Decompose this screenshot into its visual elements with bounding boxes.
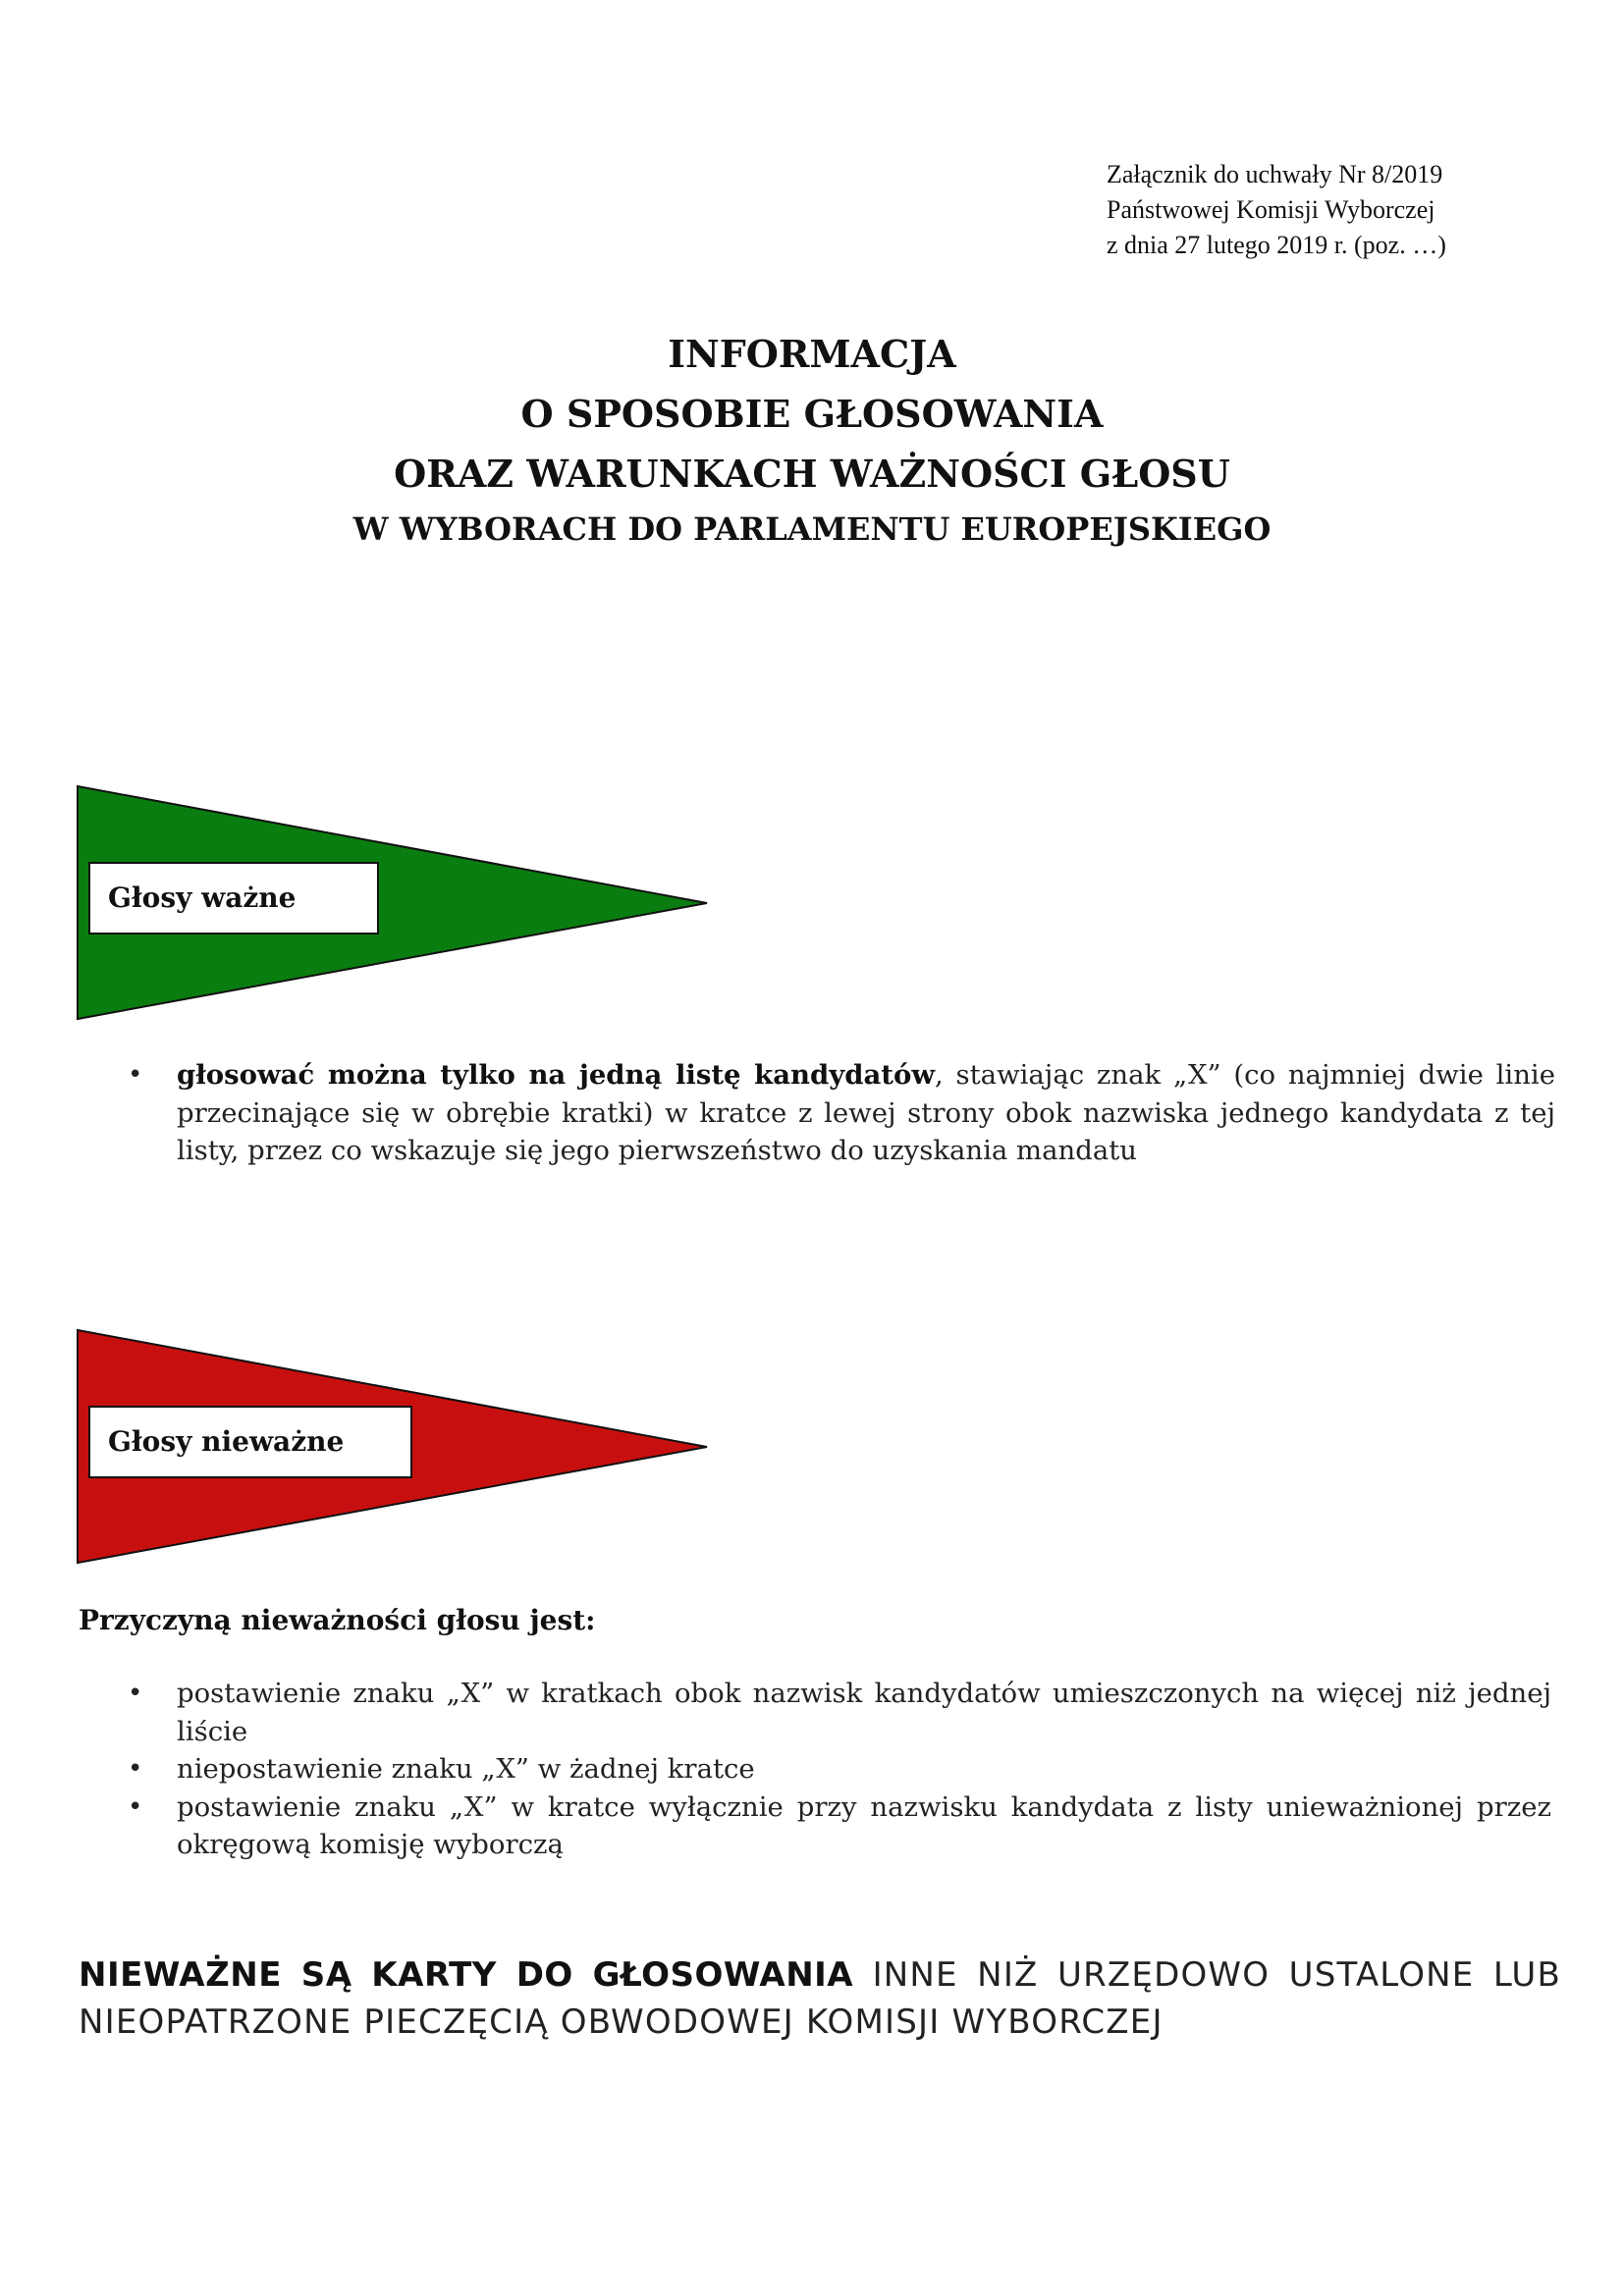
invalid-votes-pennant (77, 1329, 715, 1565)
title-line: O SPOSOBIE GŁOSOWANIA (520, 392, 1104, 436)
attachment-line: z dnia 27 lutego 2019 r. (poz. …) (1107, 231, 1446, 259)
title-line: ORAZ WARUNKACH WAŻNOŚCI GŁOSU (394, 452, 1230, 496)
invalidity-reasons-heading: Przyczyną nieważności głosu jest: (79, 1604, 596, 1636)
list-item: • niepostawienie znaku „X” w żadnej kratce (128, 1750, 1551, 1789)
list-item: • postawienie znaku „X” w kratce wyłącznie przy nazwisku kandydata z listy unieważnionej przez okręgową komisję wyborczą (128, 1789, 1551, 1864)
title-line: INFORMACJA (668, 332, 956, 376)
list-item: • postawienie znaku „X” w kratkach obok nazwisk kandydatów umieszczonych na więcej niż jednej liście (128, 1675, 1551, 1750)
final-note-text: INNE NIŻ URZĘDOWO USTALONE LUB NIEOPATRZONE PIECZĘCIĄ OBWODOWEJ KOMISJI WYBORCZEJ (79, 1955, 1561, 2042)
attachment-line: Państwowej Komisji Wyborczej (1107, 195, 1435, 224)
list-item-emphasis: głosować można tylko na jedną listę kandydatów (177, 1059, 935, 1091)
final-note (79, 1951, 1561, 2046)
list-item (128, 1056, 1555, 1170)
final-note-emphasis: NIEWAŻNE SĄ KARTY DO GŁOSOWANIA (79, 1955, 854, 1995)
attachment-header (1107, 157, 1446, 263)
title-line: W WYBORACH DO PARLAMENTU EUROPEJSKIEGO (352, 510, 1272, 548)
valid-votes-list (128, 1056, 1555, 1170)
list-item-text: , stawiając znak „X” (co najmniej dwie linie przecinające się w obrębie kratki) w kratce z lewej strony obok nazwiska jednego kandydata z tej listy, przez co wskazuje się jego pierwszeństwo do uzyskania mandatu (177, 1059, 1555, 1166)
invalid-votes-label: Głosy nieważne (88, 1406, 412, 1478)
invalid-votes-list (128, 1675, 1551, 1864)
attachment-line: Załącznik do uchwały Nr 8/2019 (1107, 160, 1443, 188)
document-title (0, 324, 1624, 555)
valid-votes-label: Głosy ważne (88, 862, 379, 934)
valid-votes-pennant (77, 785, 715, 1021)
